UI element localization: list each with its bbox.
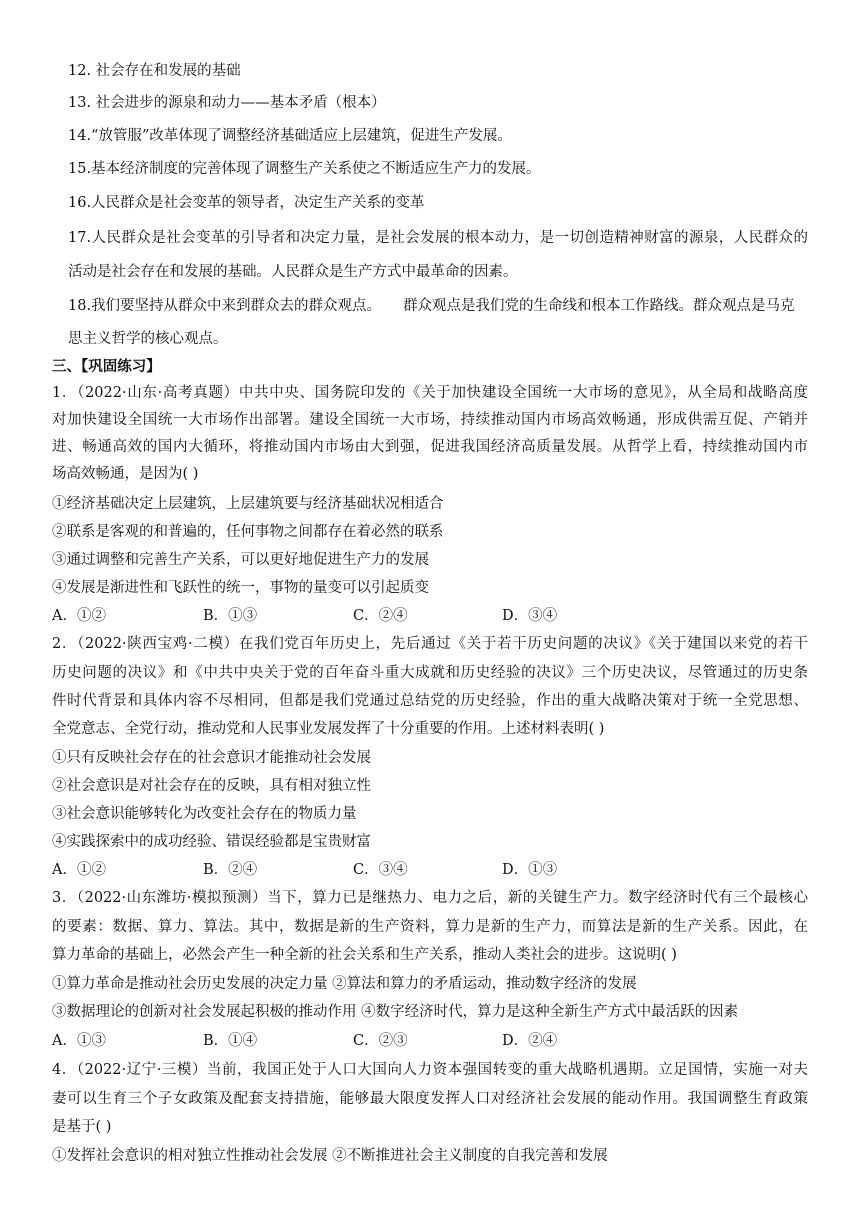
question-2-option-c[interactable]: C．③④ <box>353 862 408 878</box>
question-1-option-a[interactable]: A．①② <box>52 608 106 624</box>
question-3-option-d[interactable]: D．②④ <box>502 1033 558 1049</box>
question-1-statement-3: ③通过调整和完善生产关系，可以更好地促进生产力的发展 <box>52 552 429 568</box>
question-3-option-c[interactable]: C．②③ <box>353 1033 408 1049</box>
question-2-line2: 历史问题的决议》和《中共中央关于党的百年奋斗重大成就和历史经验的决议》三个历史决议，尽管通过的历史条 <box>52 665 808 681</box>
question-3-line1: 3．（2022·山东潍坊·模拟预测）当下，算力已是继热力、电力之后，新的关键生产力。数字经济时代有三个最核心 <box>52 890 808 906</box>
summary-item-16: 16.人民群众是社会变革的领导者，决定生产关系的变革 <box>68 195 425 211</box>
question-4-statement-1: ①发挥社会意识的相对独立性推动社会发展 ②不断推进社会主义制度的自我完善和发展 <box>52 1148 608 1164</box>
question-2-line4: 全党意志、全党行动，推动党和人民事业发展发挥了十分重要的作用。上述材料表明( ) <box>52 721 605 737</box>
question-2-option-b[interactable]: B．②④ <box>203 862 258 878</box>
summary-item-18-part1: 18.我们要坚持从群众中来到群众去的群众观点。 <box>68 298 382 314</box>
question-1-line2: 对加快建设全国统一大市场作出部署。建设全国统一大市场，持续推动国内市场高效畅通，形成供需互促、产销并 <box>52 412 808 428</box>
summary-item-17-line2: 活动是社会存在和发展的基础。人民群众是生产方式中最革命的因素。 <box>68 264 518 280</box>
question-3-line3: 算力革命的基础上，必然会产生一种全新的社会关系和生产关系，推动人类社会的进步。这说明( ) <box>52 947 677 963</box>
question-2-option-d[interactable]: D．①③ <box>502 862 558 878</box>
question-1-statement-4: ④发展是渐进性和飞跃性的统一，事物的量变可以引起质变 <box>52 580 429 596</box>
question-1-line3: 进、畅通高效的国内大循环，将推动国内市场由大到强，促进我国经济高质量发展。从哲学上看，持续推动国内市 <box>52 439 808 455</box>
question-3-statement-2: ③数据理论的创新对社会发展起积极的推动作用 ④数字经济时代，算力是这种全新生产方式中最活跃的因素 <box>52 1004 739 1020</box>
question-3-option-b[interactable]: B．①④ <box>203 1033 258 1049</box>
question-3-line2: 的要素：数据、算力、算法。其中，数据是新的生产资料，算力是新的生产力，而算法是新的生产关系。因此，在 <box>52 919 808 935</box>
summary-item-18-line1 <box>68 296 795 316</box>
summary-item-17-line1: 17.人民群众是社会变革的引导者和决定力量，是社会发展的根本动力，是一切创造精神财富的源泉，人民群众的 <box>68 230 808 246</box>
question-1-statement-2: ②联系是客观的和普遍的，任何事物之间都存在着必然的联系 <box>52 524 444 540</box>
summary-item-13: 13. 社会进步的源泉和动力——基本矛盾（根本） <box>68 95 386 111</box>
question-1-statement-1: ①经济基础决定上层建筑，上层建筑要与经济基础状况相适合 <box>52 496 444 512</box>
question-2-line3: 件时代背景和具体内容不尽相同，但都是我们党通过总结党的历史经验，作出的重大战略决策对于统一全党思想、 <box>52 693 808 709</box>
question-2-statement-2: ②社会意识是对社会存在的反映，具有相对独立性 <box>52 778 371 794</box>
summary-item-14: 14.“放管服”改革体现了调整经济基础适应上层建筑，促进生产发展。 <box>68 128 512 144</box>
question-3-option-a[interactable]: A．①③ <box>52 1033 106 1049</box>
question-1-line4: 场高效畅通，是因为( ) <box>52 466 199 482</box>
question-2-statement-3: ③社会意识能够转化为改变社会存在的物质力量 <box>52 806 357 822</box>
summary-item-12: 12. 社会存在和发展的基础 <box>68 63 241 79</box>
question-2-option-a[interactable]: A．①② <box>52 862 106 878</box>
summary-item-15: 15.基本经济制度的完善体现了调整生产关系使之不断适应生产力的发展。 <box>68 161 541 177</box>
summary-item-18-part2: 群众观点是我们党的生命线和根本工作路线。群众观点是马克 <box>403 298 795 314</box>
question-3-statement-1: ①算力革命是推动社会历史发展的决定力量 ②算法和算力的矛盾运动，推动数字经济的发展 <box>52 976 637 992</box>
question-2-line1: 2．（2022·陕西宝鸡·二模）在我们党百年历史上，先后通过《关于若干历史问题的决议》《关于建国以来党的若干 <box>52 636 808 652</box>
question-1-option-d[interactable]: D．③④ <box>502 608 558 624</box>
question-1-option-b[interactable]: B．①③ <box>203 608 258 624</box>
section-heading: 三、【巩固练习】 <box>52 359 161 375</box>
question-4-line1: 4．（2022·辽宁·三模）当前，我国正处于人口大国向人力资本强国转变的重大战略机遇期。立足国情，实施一对夫 <box>52 1062 808 1078</box>
question-4-line3: 是基于( ) <box>52 1119 112 1135</box>
question-1-option-c[interactable]: C．②④ <box>353 608 408 624</box>
question-2-statement-4: ④实践探索中的成功经验、错误经验都是宝贵财富 <box>52 834 371 850</box>
summary-item-18-line2: 思主义哲学的核心观点。 <box>68 331 228 347</box>
question-4-line2: 妻可以生育三个子女政策及配套支持措施，能够最大限度发挥人口对经济社会发展的能动作用。我国调整生育政策 <box>52 1091 808 1107</box>
question-1-line1: 1．（2022·山东·高考真题）中共中央、国务院印发的《关于加快建设全国统一大市场的意见》，从全局和战略高度 <box>52 385 808 401</box>
question-2-statement-1: ①只有反映社会存在的社会意识才能推动社会发展 <box>52 750 371 766</box>
